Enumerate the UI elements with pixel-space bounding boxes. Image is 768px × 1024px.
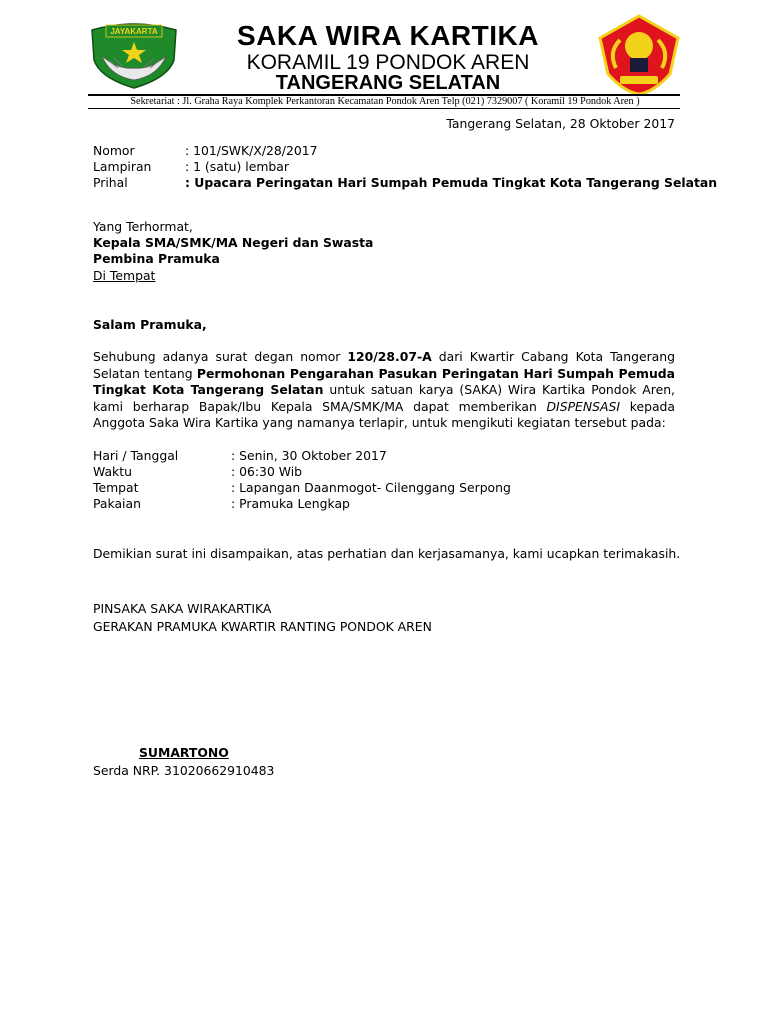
- salutation: Salam Pramuka,: [93, 317, 207, 332]
- detail-value: : 06:30 Wib: [231, 464, 303, 479]
- recipient-line-2: Pembina Pramuka: [93, 251, 220, 266]
- signatory-title-1: PINSAKA SAKA WIRAKARTIKA: [93, 601, 272, 616]
- letter-date: Tangerang Selatan, 28 Oktober 2017: [446, 116, 675, 131]
- detail-value: : Senin, 30 Oktober 2017: [231, 448, 387, 463]
- meta-label: Nomor: [93, 143, 135, 158]
- jayakarta-emblem-icon: [88, 20, 180, 90]
- detail-time-row: [93, 464, 302, 480]
- detail-place-row: [93, 480, 511, 496]
- meta-label: Prihal: [93, 175, 128, 190]
- signatory-name: SUMARTONO: [139, 745, 229, 760]
- header-rule-thin: [88, 108, 680, 109]
- recipient-line-1: Kepala SMA/SMK/MA Negeri dan Swasta: [93, 235, 374, 250]
- closing-sentence: Demikian surat ini disampaikan, atas perhatian dan kerjasamanya, kami ucapkan terimakasih.: [93, 546, 681, 561]
- detail-label: Waktu: [93, 464, 132, 479]
- secretariat-address: Sekretariat : Jl. Graha Raya Komplek Perkantoran Kecamatan Pondok Aren Telp (021) 7329007 ( Koramil 19 Pondok Aren ): [130, 96, 640, 107]
- body-paragraph: Sehubung adanya surat degan nomor 120/28.07-A dari Kwartir Cabang Kota Tangerang Selatan tentang Permohonan Pengarahan Pasukan Peringatan Hari Sumpah Pemuda Tingkat Kota Tangerang Selatan untuk satuan karya (SAKA) Wira Kartika Pondok Aren, kami berharap Bapak/Ibu Kepala SMA/SMK/MA dapat memberikan DISPENSASI kepada Anggota Saka Wira Kartika yang namanya terlapir, untuk mengikuti kegiatan tersebut pada:: [93, 349, 676, 431]
- reference-number: 120/28.07-A: [347, 349, 432, 364]
- reference-subject: Permohonan Pengarahan Pasukan Peringatan Hari Sumpah Pemuda Tingkat Kota Tangerang Selatan: [93, 365, 675, 398]
- org-subtitle-koramil: KORAMIL 19 PONDOK AREN: [246, 51, 530, 74]
- recipient-greeting: Yang Terhormat,: [93, 219, 193, 234]
- detail-label: Tempat: [93, 480, 139, 495]
- recipient-line-3: Di Tempat: [93, 268, 156, 283]
- detail-value: : Lapangan Daanmogot- Cilenggang Serpong: [231, 480, 511, 495]
- org-subtitle-city: TANGERANG SELATAN: [275, 72, 501, 94]
- svg-text:JAYAKARTA: JAYAKARTA: [110, 27, 158, 36]
- meta-subject-row: [93, 175, 717, 191]
- dispensation-term: DISPENSASI: [546, 398, 621, 414]
- detail-value: : Pramuka Lengkap: [231, 496, 350, 511]
- detail-date-row: [93, 448, 387, 464]
- meta-value: : 101/SWK/X/28/2017: [185, 143, 318, 158]
- org-title: SAKA WIRA KARTIKA: [237, 20, 539, 51]
- signatory-title-2: GERAKAN PRAMUKA KWARTIR RANTING PONDOK AREN: [93, 619, 432, 634]
- meta-subject-value: : Upacara Peringatan Hari Sumpah Pemuda Tingkat Kota Tangerang Selatan: [185, 175, 718, 190]
- meta-number-row: [93, 143, 318, 159]
- meta-label: Lampiran: [93, 159, 152, 174]
- detail-uniform-row: [93, 496, 350, 512]
- detail-label: Hari / Tanggal: [93, 448, 179, 463]
- kodim-emblem-icon: [596, 12, 682, 96]
- detail-label: Pakaian: [93, 496, 141, 511]
- meta-attachment-row: [93, 159, 289, 175]
- meta-value: : 1 (satu) lembar: [185, 159, 289, 174]
- signatory-rank: Serda NRP. 31020662910483: [93, 763, 275, 778]
